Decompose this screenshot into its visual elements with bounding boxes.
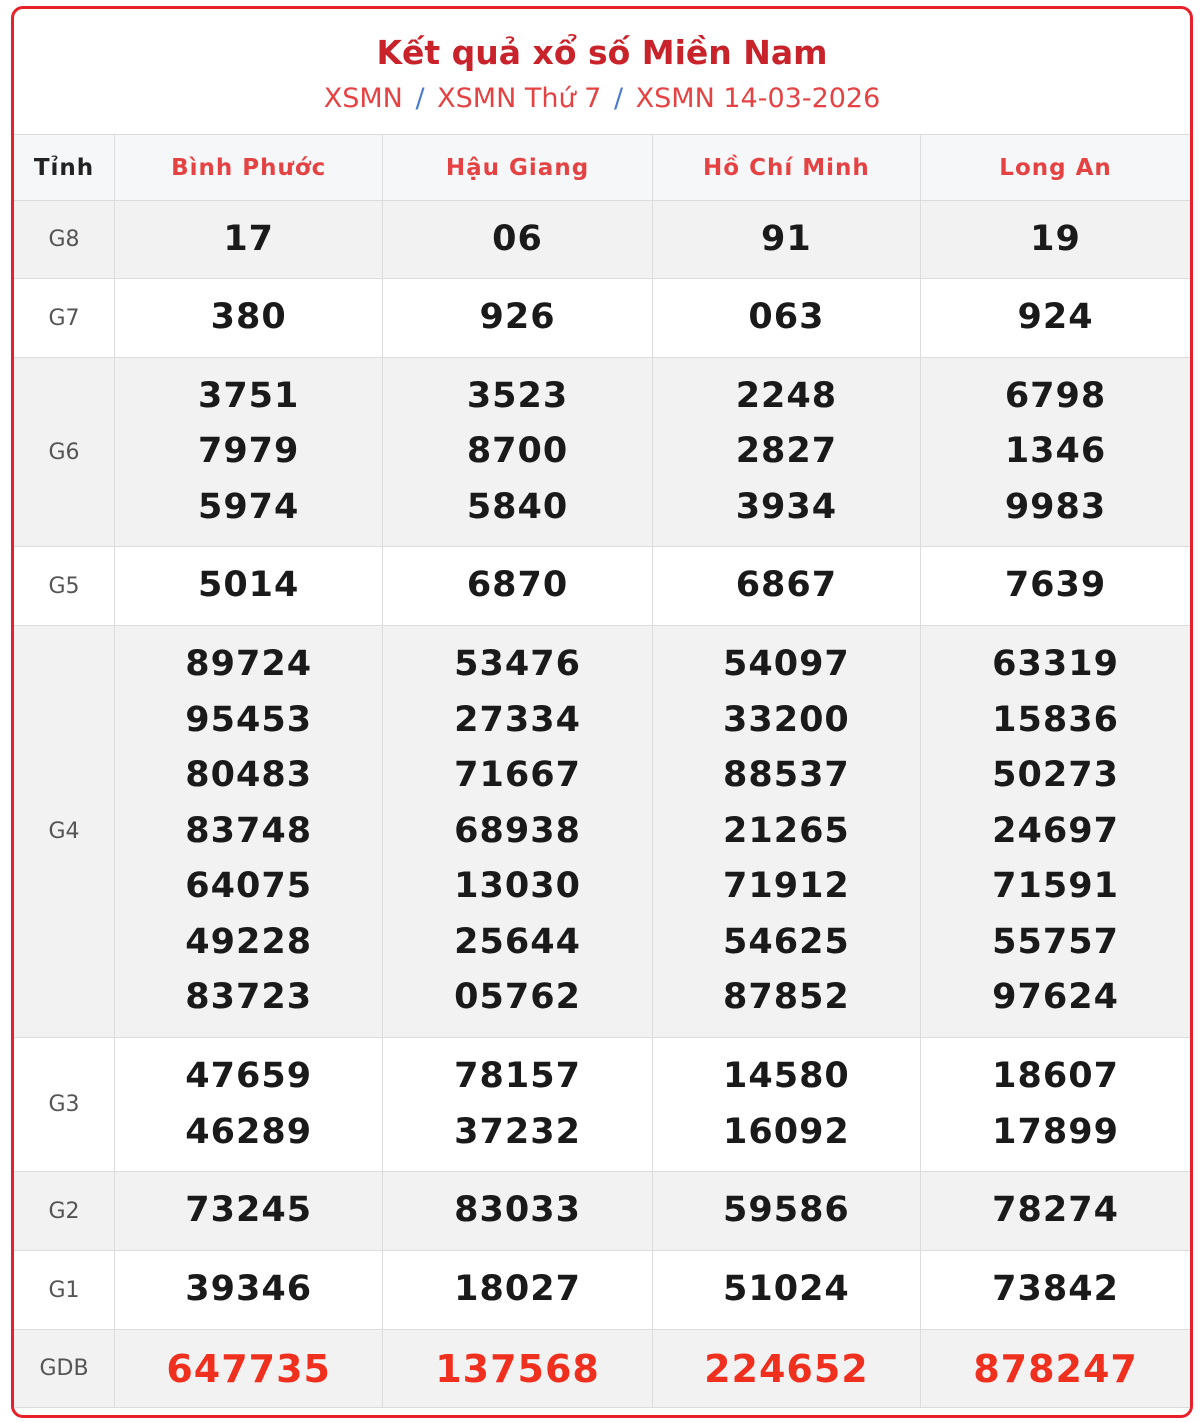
- prize-number: 83033: [454, 1190, 581, 1231]
- prize-label: G3: [14, 1038, 115, 1172]
- prize-number: 17: [223, 218, 275, 259]
- prize-number: 18607: [992, 1056, 1119, 1096]
- prize-number: 19: [1030, 218, 1081, 259]
- prize-number: 3934: [735, 486, 838, 527]
- prize-label: G4: [14, 626, 115, 1038]
- result-cell: [383, 1251, 652, 1330]
- prize-number: 05762: [454, 977, 581, 1018]
- result-cell: [383, 201, 652, 279]
- prize-label: G7: [14, 279, 115, 358]
- result-cell: [921, 1251, 1190, 1330]
- prize-number: 51024: [723, 1269, 850, 1310]
- prize-number: 063: [748, 297, 825, 338]
- results-table: [14, 135, 1190, 1408]
- prize-number: 87852: [723, 977, 850, 1018]
- prize-number: 5840: [466, 486, 569, 527]
- prize-number: 64075: [185, 866, 313, 907]
- result-cell: [652, 201, 920, 279]
- prize-row-g2: [14, 1172, 1190, 1251]
- breadcrumb-separator: /: [613, 83, 624, 114]
- prize-number: 95453: [185, 699, 313, 740]
- prize-number: 71912: [723, 866, 850, 907]
- result-cell: [652, 1172, 920, 1251]
- province-header[interactable]: Long An: [921, 135, 1190, 201]
- prize-number: 7979: [197, 431, 300, 472]
- prize-number: 926: [479, 297, 556, 338]
- special-prize-number: 878247: [973, 1346, 1138, 1391]
- prize-row-g4: [14, 626, 1190, 1038]
- result-cell: [383, 279, 652, 358]
- result-cell: [652, 358, 920, 547]
- prize-number: 7639: [1004, 565, 1107, 606]
- prize-number: 6798: [1004, 375, 1107, 416]
- breadcrumb-link-xsmn[interactable]: XSMN: [323, 83, 403, 114]
- results-header: [14, 9, 1190, 135]
- prize-number: 17899: [992, 1111, 1119, 1152]
- prize-number: 39346: [185, 1269, 313, 1310]
- result-cell: [652, 626, 920, 1038]
- prize-row-g8: [14, 201, 1190, 279]
- prize-number: 1346: [1004, 431, 1107, 472]
- prize-label: G6: [14, 358, 115, 547]
- result-cell: [383, 1172, 652, 1251]
- prize-number: 71591: [992, 866, 1119, 907]
- page-title: Kết quả xổ số Miền Nam: [376, 33, 828, 72]
- result-cell: [652, 1251, 920, 1330]
- province-header[interactable]: Hồ Chí Minh: [652, 135, 920, 201]
- prize-number: 63319: [992, 644, 1119, 685]
- prize-number: 53476: [454, 644, 581, 685]
- result-cell: [115, 201, 383, 279]
- prize-number: 21265: [723, 810, 850, 851]
- result-cell: [383, 358, 652, 547]
- prize-number: 14580: [723, 1056, 850, 1096]
- prize-number: 54625: [723, 921, 850, 962]
- prize-number: 6867: [735, 565, 838, 606]
- prize-number: 2248: [735, 375, 838, 416]
- prize-number: 6870: [466, 565, 569, 606]
- prize-number: 46289: [185, 1111, 313, 1152]
- results-body: [14, 201, 1190, 1408]
- prize-number: 3523: [466, 375, 569, 416]
- result-cell: [115, 1251, 383, 1330]
- province-header[interactable]: Hậu Giang: [383, 135, 652, 201]
- prize-label: G2: [14, 1172, 115, 1251]
- prize-number: 49228: [185, 921, 313, 962]
- prize-number: 59586: [723, 1190, 850, 1231]
- result-cell: [921, 1330, 1190, 1408]
- special-prize-number: 137568: [435, 1346, 600, 1391]
- result-cell: [921, 279, 1190, 358]
- prize-number: 73245: [185, 1190, 313, 1231]
- prize-number: 78274: [992, 1190, 1119, 1231]
- special-prize-number: 224652: [704, 1346, 869, 1391]
- prize-number: 24697: [992, 810, 1119, 851]
- prize-number: 2827: [735, 431, 838, 472]
- prize-row-gdb: [14, 1330, 1190, 1408]
- breadcrumb-link-weekday[interactable]: XSMN Thứ 7: [437, 83, 602, 114]
- prize-number: 9983: [1004, 486, 1107, 527]
- prize-number: 5974: [197, 486, 300, 527]
- prize-row-g5: [14, 547, 1190, 626]
- prize-label: G1: [14, 1251, 115, 1330]
- prize-number: 89724: [185, 644, 313, 685]
- results-card: [11, 6, 1193, 1418]
- province-header-row: [14, 135, 1190, 201]
- special-prize-number: 647735: [166, 1346, 331, 1391]
- result-cell: [115, 1172, 383, 1251]
- result-cell: [115, 626, 383, 1038]
- prize-number: 27334: [454, 699, 581, 740]
- result-cell: [383, 626, 652, 1038]
- prize-label: G8: [14, 201, 115, 279]
- result-cell: [921, 1172, 1190, 1251]
- prize-number: 83748: [185, 810, 313, 851]
- prize-number: 924: [1017, 297, 1094, 338]
- result-cell: [921, 358, 1190, 547]
- prize-number: 18027: [454, 1269, 581, 1310]
- result-cell: [115, 279, 383, 358]
- result-cell: [383, 1038, 652, 1172]
- result-cell: [652, 1038, 920, 1172]
- result-cell: [652, 279, 920, 358]
- prize-number: 78157: [454, 1056, 581, 1096]
- prize-number: 55757: [992, 921, 1119, 962]
- prize-number: 33200: [723, 699, 850, 740]
- result-cell: [115, 358, 383, 547]
- province-header[interactable]: Bình Phước: [115, 135, 383, 201]
- prize-number: 3751: [197, 375, 300, 416]
- prize-number: 88537: [723, 755, 850, 796]
- result-cell: [921, 201, 1190, 279]
- prize-number: 37232: [454, 1111, 581, 1152]
- prize-number: 91: [761, 218, 812, 259]
- prize-number: 54097: [723, 644, 850, 685]
- prize-number: 68938: [454, 810, 581, 851]
- prize-number: 80483: [185, 755, 313, 796]
- prize-label: G5: [14, 547, 115, 626]
- prize-number: 5014: [197, 565, 300, 606]
- prize-number: 25644: [454, 921, 581, 962]
- prize-number: 83723: [185, 977, 313, 1018]
- prize-number: 380: [210, 297, 287, 338]
- prize-row-g1: [14, 1251, 1190, 1330]
- prize-number: 8700: [466, 431, 569, 472]
- result-cell: [115, 547, 383, 626]
- prize-number: 15836: [992, 699, 1119, 740]
- breadcrumb: [14, 81, 1190, 117]
- prize-number: 47659: [185, 1056, 313, 1096]
- prize-number: 13030: [454, 866, 581, 907]
- breadcrumb-separator: /: [415, 83, 425, 114]
- result-cell: [921, 1038, 1190, 1172]
- prize-number: 71667: [454, 755, 581, 796]
- prize-number: 06: [492, 218, 543, 259]
- result-cell: [383, 547, 652, 626]
- prize-number: 97624: [992, 977, 1119, 1018]
- result-cell: [921, 626, 1190, 1038]
- prize-number: 50273: [992, 755, 1119, 796]
- result-cell: [383, 1330, 652, 1408]
- prize-row-g7: [14, 279, 1190, 358]
- prize-number: 73842: [992, 1269, 1119, 1310]
- prize-column-header: Tỉnh: [14, 135, 115, 201]
- result-cell: [115, 1330, 383, 1408]
- prize-row-g3: [14, 1038, 1190, 1172]
- result-cell: [115, 1038, 383, 1172]
- breadcrumb-link-date[interactable]: XSMN 14-03-2026: [635, 83, 881, 114]
- prize-number: 16092: [723, 1111, 850, 1152]
- result-cell: [652, 547, 920, 626]
- prize-row-g6: [14, 358, 1190, 547]
- result-cell: [921, 547, 1190, 626]
- prize-label: GDB: [14, 1330, 115, 1408]
- result-cell: [652, 1330, 920, 1408]
